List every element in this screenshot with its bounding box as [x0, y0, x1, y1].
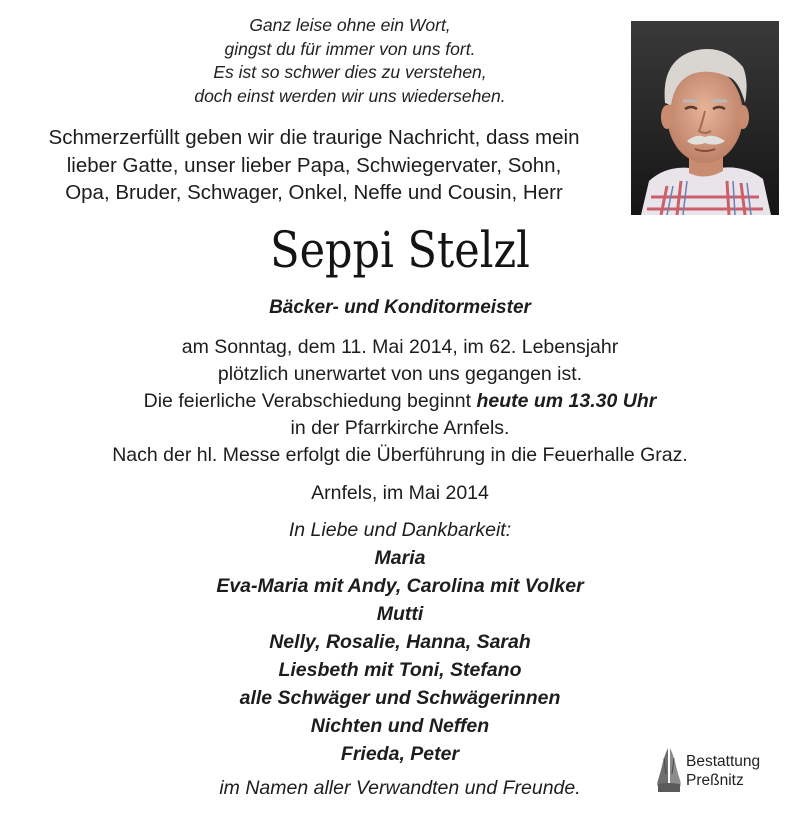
ceremony-time: heute um 13.30 Uhr [476, 390, 657, 412]
funeral-home-line: Bestattung [686, 753, 761, 770]
mourner-entry: Mutti [376, 603, 424, 625]
mourner-entry: Liesbeth mit Toni, Stefano [278, 659, 522, 681]
announcement-line-ceremony [0, 388, 800, 415]
mourner-entry: Maria [374, 547, 426, 569]
ceremony-text: Die feierliche Verabschiedung beginnt [143, 390, 477, 412]
closing-line: im Namen aller Verwandten und Freunde. [219, 777, 581, 799]
funeral-home-logo [652, 744, 782, 796]
announcement-line: am Sonntag, dem 11. Mai 2014, im 62. Lebensjahr [181, 336, 619, 358]
announcement [0, 334, 800, 469]
intro-line: Opa, Bruder, Schwager, Onkel, Neffe und Cousin, Herr [65, 181, 563, 204]
funeral-home-line: Preßnitz [686, 772, 744, 789]
poem-line: Ganz leise ohne ein Wort, [249, 15, 451, 35]
announcement-line: in der Pfarrkirche Arnfels. [290, 417, 510, 439]
intro-line: Schmerzerfüllt geben wir die traurige Nachricht, dass mein [48, 126, 580, 149]
place-date: Arnfels, im Mai 2014 [311, 482, 489, 504]
announcement-line: Nach der hl. Messe erfolgt die Überführung in die Feuerhalle Graz. [112, 444, 688, 466]
mourner-entry: Nichten und Neffen [310, 715, 490, 737]
deceased-name: Seppi Stelzl [270, 221, 530, 279]
mourner-entry: Eva-Maria mit Andy, Carolina mit Volker [216, 575, 584, 597]
intro-text [10, 124, 618, 207]
poem-line: Es ist so schwer dies zu verstehen, [213, 62, 487, 82]
mourner-entry: Frieda, Peter [340, 743, 460, 765]
deceased-profession: Bäcker- und Konditormeister [269, 297, 531, 318]
announcement-line: plötzlich unerwartet von uns gegangen ist. [217, 363, 583, 385]
poem [100, 14, 600, 108]
mourner-entry: alle Schwäger und Schwägerinnen [239, 687, 561, 709]
mourners-list [0, 516, 800, 768]
portrait-photo [631, 21, 779, 215]
praying-hands-icon [654, 744, 684, 794]
intro-line: lieber Gatte, unser lieber Papa, Schwiegervater, Sohn, [66, 153, 562, 177]
poem-line: doch einst werden wir uns wiedersehen. [194, 85, 506, 106]
poem-line: gingst du für immer von uns fort. [224, 38, 476, 59]
mourners-heading: In Liebe und Dankbarkeit: [288, 519, 512, 541]
funeral-home-name [686, 752, 760, 790]
mourner-entry: Nelly, Rosalie, Hanna, Sarah [269, 631, 531, 653]
